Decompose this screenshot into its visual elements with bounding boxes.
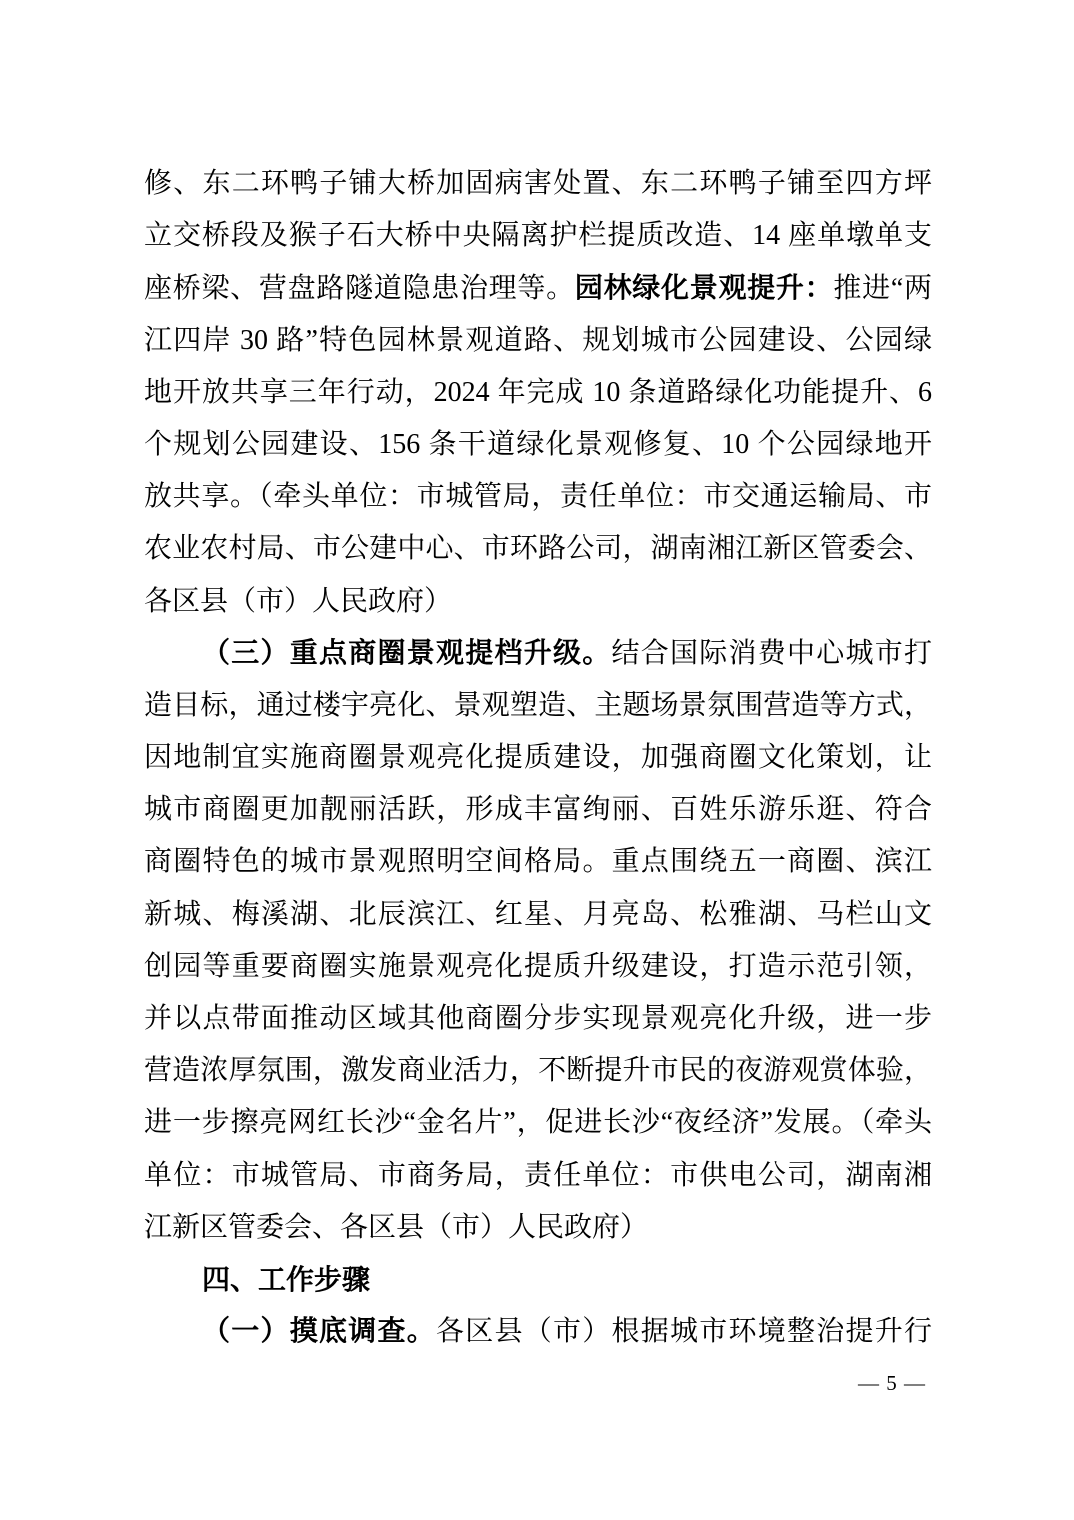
- text-line: [144, 680, 932, 732]
- body-text: 各区县（市）人民政府）: [144, 585, 453, 617]
- text-line: [144, 315, 932, 367]
- body-text: 地开放共享三年行动，2024 年完成 10 条道路绿化功能提升、6: [144, 376, 932, 408]
- text-line: [144, 1045, 932, 1097]
- text-line: [144, 836, 932, 888]
- document-body: [144, 158, 932, 1358]
- text-line: [144, 1306, 932, 1358]
- body-text: 进一步擦亮网红长沙“金名片”，促进长沙“夜经济”发展。（牵头: [144, 1107, 932, 1139]
- body-text: 江四岸 30 路”特色园林景观道路、规划城市公园建设、公园绿: [144, 324, 932, 356]
- body-text: 商圈特色的城市景观照明空间格局。重点围绕五一商圈、滨江: [144, 846, 932, 878]
- body-text: 座桥梁、营盘路隧道隐患治理等。: [144, 273, 575, 305]
- text-line: [144, 732, 932, 784]
- body-text: 个规划公园建设、156 条干道绿化景观修复、10 个公园绿地开: [144, 428, 932, 460]
- text-line: [144, 1254, 932, 1306]
- text-line: [144, 1202, 932, 1254]
- body-text: 立交桥段及猴子石大桥中央隔离护栏提质改造、14 座单墩单支: [144, 220, 932, 252]
- body-text: 江新区管委会、各区县（市）人民政府）: [144, 1211, 649, 1243]
- text-line: [144, 889, 932, 941]
- bold-heading-text: 园林绿化景观提升：: [574, 272, 834, 304]
- text-line: [144, 367, 932, 419]
- body-text: 并以点带面推动区域其他商圈分步实现景观亮化升级，进一步: [144, 1003, 932, 1034]
- text-line: [144, 576, 932, 628]
- body-text: 新城、梅溪湖、北辰滨江、红星、月亮岛、松雅湖、马栏山文: [144, 898, 932, 930]
- body-text: 造目标，通过楼宇亮化、景观塑造、主题场景氛围营造等方式，: [144, 689, 932, 721]
- body-text: 城市商圈更加靓丽活跃，形成丰富绚丽、百姓乐游乐逛、符合: [144, 794, 932, 826]
- body-text: 因地制宜实施商圈景观亮化提质建设，加强商圈文化策划，让: [144, 742, 932, 774]
- body-text: 各区县（市）根据城市环境整治提升行: [436, 1316, 932, 1348]
- text-line: [144, 628, 932, 680]
- text-line: [144, 523, 932, 575]
- text-line: [144, 419, 932, 471]
- body-text: 修、东二环鸭子铺大桥加固病害处置、东二环鸭子铺至四方坪: [144, 168, 932, 199]
- page-number: — 5 —: [858, 1371, 926, 1395]
- text-line: [144, 158, 932, 210]
- text-line: [144, 784, 932, 836]
- bold-heading-text: （三）重点商圈景观提档升级。: [202, 637, 612, 669]
- body-text: 农业农村局、市公建中心、市环路公司，湖南湘江新区管委会、: [144, 533, 932, 565]
- bold-heading-text: 四、工作步骤: [202, 1263, 371, 1295]
- body-text: 放共享。（牵头单位：市城管局，责任单位：市交通运输局、市: [144, 481, 932, 513]
- body-text: 单位：市城管局、市商务局，责任单位：市供电公司，湖南湘: [144, 1159, 932, 1191]
- text-line: [144, 1150, 932, 1202]
- text-line: [144, 262, 932, 314]
- text-line: [144, 941, 932, 993]
- text-line: [144, 993, 932, 1045]
- body-text: 推进“两: [833, 273, 932, 305]
- text-line: [144, 471, 932, 523]
- text-line: [144, 1097, 932, 1149]
- bold-heading-text: （一）摸底调查。: [202, 1316, 436, 1348]
- body-text: 结合国际消费中心城市打: [611, 637, 932, 669]
- body-text: 创园等重要商圈实施景观亮化提质升级建设，打造示范引领，: [144, 950, 932, 982]
- text-line: [144, 210, 932, 262]
- body-text: 营造浓厚氛围，激发商业活力，不断提升市民的夜游观赏体验，: [144, 1055, 932, 1087]
